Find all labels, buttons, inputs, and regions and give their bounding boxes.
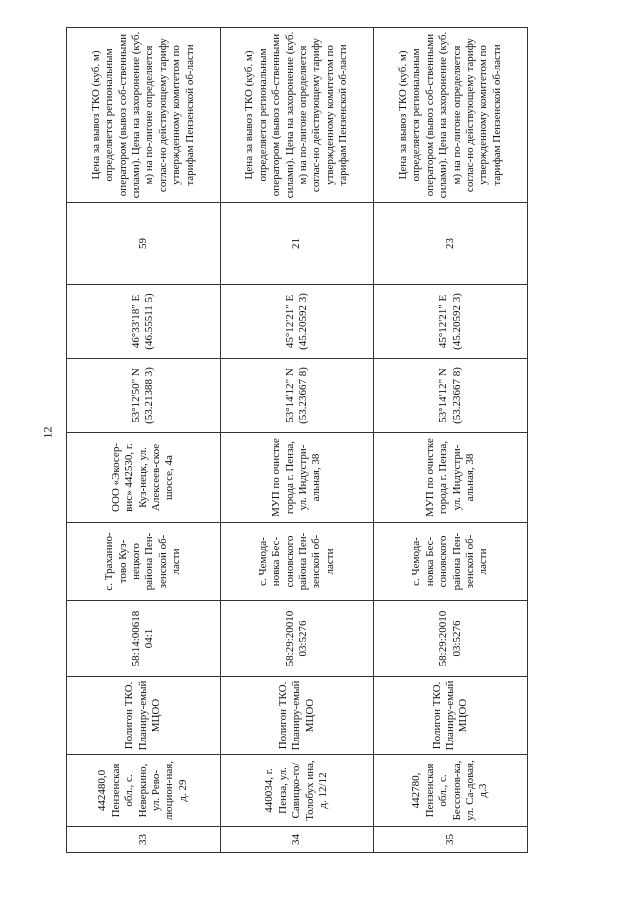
type-cell: Полигон ТКО. Планиру-емый МЦОО [374, 677, 528, 755]
latitude-cell: 53°14'12" N (53.23667 8) [220, 359, 374, 433]
location-cell: с. Траханио-тово Куз-нецкого района Пен-зенской об-ласти [67, 523, 221, 601]
address-cell: 440034, г. Пенза, ул. Савицко-го/Толобух ина, д. 12/12 [220, 755, 374, 827]
table-row [374, 28, 528, 853]
type-cell: Полигон ТКО. Планиру-емый МЦОО [220, 677, 374, 755]
operator-cell: МУП по очистке города г. Пенза, ул. Индустри-альная, 38 [374, 433, 528, 523]
longitude-cell: 46°33'18" E (46.55511 5) [67, 285, 221, 359]
facilities-table [66, 27, 528, 853]
type-cell: Полигон ТКО. Планиру-емый МЦОО [67, 677, 221, 755]
row-number: 34 [220, 827, 374, 853]
cadastral-cell: 58:29:20010 03:5276 [220, 601, 374, 677]
address-cell: 442780, Пензенская обл., с. Бессонов-ка, ул. Са-довая, д.3 [374, 755, 528, 827]
table-row [220, 28, 374, 853]
latitude-cell: 53°14'12" N (53.23667 8) [374, 359, 528, 433]
location-cell: с. Чемода-новка Бес-соновского района Пен-зенской об-ласти [220, 523, 374, 601]
row-number: 35 [374, 827, 528, 853]
cadastral-cell: 58:29:20010 03:5276 [374, 601, 528, 677]
location-cell: с. Чемода-новка Бес-соновского района Пен-зенской об-ласти [374, 523, 528, 601]
row-number: 33 [67, 827, 221, 853]
cadastral-cell: 58:14:00618 04:1 [67, 601, 221, 677]
price-cell: Цена за вывоз ТКО (куб. м) определяется региональным оператором (вывоз соб-ственными силами). Цена на захоронение (куб. м) на по-лигоне определяется соглас-но действующему тарифу утвержденному комитетом по тарифам Пензенской об-ласти [67, 28, 221, 203]
latitude-cell: 53°12'50" N (53.21388 3) [67, 359, 221, 433]
operator-cell: МУП по очистке города г. Пенза, ул. Индустри-альная, 38 [220, 433, 374, 523]
distance-cell: 21 [220, 203, 374, 285]
distance-cell: 23 [374, 203, 528, 285]
price-cell: Цена за вывоз ТКО (куб. м) определяется региональным оператором (вывоз соб-ственными силами). Цена на захоронение (куб. м) на по-лигоне определяется соглас-но действующему тарифу утвержденному комитетом по тарифам Пензенской об-ласти [374, 28, 528, 203]
table-row [67, 28, 221, 853]
longitude-cell: 45°12'21" E (45.20592 3) [374, 285, 528, 359]
longitude-cell: 45°12'21" E (45.20592 3) [220, 285, 374, 359]
distance-cell: 59 [67, 203, 221, 285]
price-cell: Цена за вывоз ТКО (куб. м) определяется региональным оператором (вывоз соб-ственными силами). Цена на захоронение (куб. м) на по-лигоне определяется соглас-но действующему тарифу утвержденному комитетом по тарифам Пензенской об-ласти [220, 28, 374, 203]
operator-cell: ООО «Экосер-вис» 442530, г. Куз-нецк, ул. Алексеев-ское шоссе, 4а [67, 433, 221, 523]
table-wrapper [66, 28, 528, 853]
address-cell: 442480,0 Пензенская обл., с. Неверкино, ул. Рево-люцион-ная, д. 29 [67, 755, 221, 827]
page-number: 12 [40, 426, 55, 439]
